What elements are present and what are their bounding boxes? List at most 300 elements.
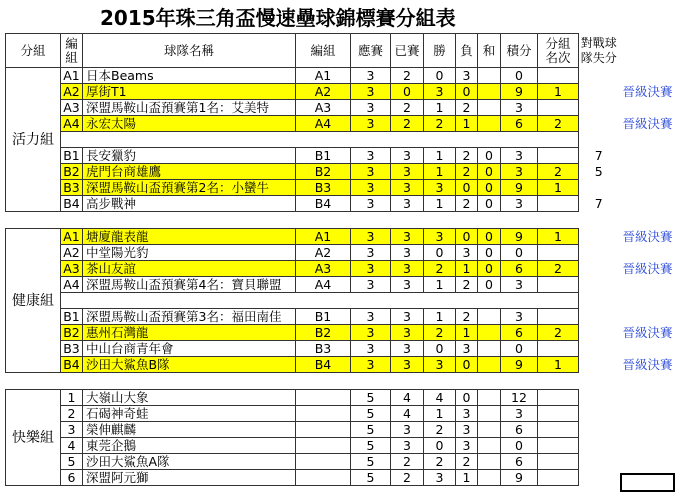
cell-played[interactable]: 4 bbox=[391, 406, 424, 422]
cell-scheduled[interactable]: 3 bbox=[351, 196, 391, 212]
cell-advance-status[interactable] bbox=[619, 132, 676, 148]
cell-runs-allowed[interactable] bbox=[579, 68, 619, 84]
cell-team-name[interactable]: 塘廈龍表龍 bbox=[83, 229, 296, 245]
cell-rank[interactable]: 1 bbox=[538, 84, 579, 100]
cell-drawn[interactable] bbox=[478, 438, 501, 454]
cell-team-name[interactable]: 厚街T1 bbox=[83, 84, 296, 100]
cell-drawn[interactable]: 0 bbox=[478, 261, 501, 277]
cell-rank[interactable] bbox=[538, 390, 579, 406]
cell-drawn[interactable] bbox=[478, 422, 501, 438]
cell-team-name[interactable]: 深盟馬鞍山盃預賽第2名：小蠻牛 bbox=[83, 180, 296, 196]
cell-team-name[interactable]: 深盟馬鞍山盃預賽第4名：寶貝聯盟 bbox=[83, 277, 296, 293]
header-won[interactable]: 勝 bbox=[424, 34, 456, 68]
cell-team-name[interactable]: 石碣神奇蛙 bbox=[83, 406, 296, 422]
cell-lost[interactable]: 3 bbox=[456, 68, 478, 84]
cell-played[interactable]: 3 bbox=[391, 309, 424, 325]
cell-code[interactable]: B2 bbox=[296, 325, 351, 341]
team-row bbox=[6, 245, 676, 261]
header-rank-line2: 名次 bbox=[545, 49, 571, 65]
cell-rank[interactable] bbox=[538, 309, 579, 325]
cell-played[interactable]: 3 bbox=[391, 325, 424, 341]
cell-code[interactable] bbox=[296, 470, 351, 486]
cell-won[interactable]: 0 bbox=[424, 341, 456, 357]
cell-code[interactable]: A3 bbox=[296, 261, 351, 277]
team-row bbox=[6, 406, 676, 422]
cell-played[interactable]: 3 bbox=[391, 245, 424, 261]
cell-lost[interactable]: 0 bbox=[456, 84, 478, 100]
cell-team-name[interactable]: 大嶺山大象 bbox=[83, 390, 296, 406]
cell-code[interactable]: B4 bbox=[296, 357, 351, 373]
cell-points[interactable]: 3 bbox=[501, 277, 538, 293]
cell-rank[interactable] bbox=[538, 341, 579, 357]
header-scheduled[interactable]: 應賽 bbox=[351, 34, 391, 68]
cell-advance-status[interactable]: 晉級決賽 bbox=[622, 324, 673, 340]
cell-advance-status[interactable] bbox=[619, 68, 676, 84]
cell-rank[interactable]: 2 bbox=[538, 164, 579, 180]
group-standings-table bbox=[5, 33, 676, 486]
cell-scheduled[interactable]: 5 bbox=[351, 470, 391, 486]
cell-points[interactable]: 0 bbox=[501, 341, 538, 357]
cell-code[interactable]: A2 bbox=[296, 84, 351, 100]
cell-played[interactable]: 3 bbox=[391, 438, 424, 454]
cell-team-name[interactable]: 深盟馬鞍山盃預賽第3名：福田南佳 bbox=[83, 309, 296, 325]
cell-won[interactable]: 2 bbox=[424, 116, 456, 132]
cell-slot[interactable]: 5 bbox=[61, 454, 83, 470]
cell-advance-status[interactable] bbox=[619, 180, 676, 196]
cell-runs-allowed[interactable]: 5 bbox=[594, 163, 603, 179]
cell-points[interactable]: 9 bbox=[501, 84, 538, 100]
cell-code[interactable]: B3 bbox=[296, 341, 351, 357]
cell-drawn[interactable] bbox=[478, 84, 501, 100]
cell-scheduled[interactable]: 3 bbox=[351, 277, 391, 293]
team-row bbox=[6, 84, 676, 100]
cell-rank[interactable] bbox=[538, 277, 579, 293]
cell-lost[interactable]: 2 bbox=[456, 148, 478, 164]
cell-played[interactable]: 2 bbox=[391, 100, 424, 116]
cell-rank[interactable]: 1 bbox=[538, 180, 579, 196]
cell-slot[interactable]: B4 bbox=[61, 196, 83, 212]
header-group[interactable]: 分組 bbox=[6, 34, 61, 68]
cell-slot[interactable]: A1 bbox=[61, 229, 83, 245]
cell-team-name[interactable]: 沙田大鯊魚A隊 bbox=[83, 454, 296, 470]
cell-runs-allowed[interactable]: 7 bbox=[594, 195, 603, 211]
cell-slot[interactable]: A4 bbox=[61, 116, 83, 132]
cell-rank[interactable]: 2 bbox=[538, 261, 579, 277]
cell-team-name[interactable]: 茶山友誼 bbox=[83, 261, 296, 277]
cell-rank[interactable]: 1 bbox=[538, 229, 579, 245]
cell-lost[interactable]: 3 bbox=[456, 406, 478, 422]
cell-code[interactable] bbox=[296, 438, 351, 454]
cell-code[interactable]: A1 bbox=[296, 68, 351, 84]
header-code[interactable]: 編組 bbox=[296, 34, 351, 68]
cell-played[interactable]: 3 bbox=[391, 164, 424, 180]
cell-runs-allowed[interactable] bbox=[579, 309, 619, 325]
cell-scheduled[interactable]: 5 bbox=[351, 438, 391, 454]
cell-points[interactable]: 6 bbox=[501, 116, 538, 132]
cell-team-name[interactable]: 中山台商青年會 bbox=[83, 341, 296, 357]
cell-runs-allowed[interactable] bbox=[579, 422, 619, 438]
cell-played[interactable]: 3 bbox=[391, 229, 424, 245]
cell-won[interactable]: 1 bbox=[424, 277, 456, 293]
cell-runs-allowed[interactable] bbox=[579, 406, 619, 422]
cell-points[interactable]: 0 bbox=[501, 68, 538, 84]
cell-played[interactable]: 2 bbox=[391, 68, 424, 84]
cell-drawn[interactable] bbox=[478, 454, 501, 470]
cell-slot[interactable]: A1 bbox=[61, 68, 83, 84]
cell-played[interactable]: 3 bbox=[391, 341, 424, 357]
cell-won[interactable]: 2 bbox=[424, 325, 456, 341]
team-row bbox=[6, 438, 676, 454]
cell-rank[interactable] bbox=[538, 196, 579, 212]
cell-played[interactable]: 3 bbox=[391, 196, 424, 212]
group-label[interactable]: 健康組 bbox=[6, 229, 61, 373]
cell-scheduled[interactable]: 3 bbox=[351, 245, 391, 261]
cell-scheduled[interactable]: 3 bbox=[351, 68, 391, 84]
cell-drawn[interactable] bbox=[478, 68, 501, 84]
spacer-cell bbox=[6, 212, 676, 229]
selected-cell-cursor[interactable] bbox=[620, 473, 675, 492]
cell-won[interactable]: 0 bbox=[424, 245, 456, 261]
header-points[interactable]: 積分 bbox=[501, 34, 538, 68]
cell-advance-status[interactable] bbox=[619, 438, 676, 454]
cell-drawn[interactable]: 0 bbox=[478, 164, 501, 180]
cell-team-name[interactable]: 中堂陽光豹 bbox=[83, 245, 296, 261]
cell-rank[interactable] bbox=[538, 422, 579, 438]
cell-advance-status[interactable] bbox=[619, 196, 676, 212]
cell-code[interactable]: B1 bbox=[296, 309, 351, 325]
cell-team-name[interactable]: 長安獵豹 bbox=[83, 148, 296, 164]
cell-drawn[interactable]: 0 bbox=[478, 277, 501, 293]
cell-drawn[interactable] bbox=[478, 406, 501, 422]
cell-slot[interactable]: B3 bbox=[61, 180, 83, 196]
cell-played[interactable]: 3 bbox=[391, 261, 424, 277]
cell-points[interactable]: 6 bbox=[501, 261, 538, 277]
cell-runs-allowed[interactable]: 7 bbox=[594, 147, 603, 163]
cell-advance-status[interactable] bbox=[619, 341, 676, 357]
cell-lost[interactable]: 3 bbox=[456, 438, 478, 454]
cell-advance-status[interactable] bbox=[619, 422, 676, 438]
cell-won[interactable]: 1 bbox=[424, 100, 456, 116]
cell-team-name[interactable]: 深盟馬鞍山盃預賽第1名：艾美特 bbox=[83, 100, 296, 116]
cell-lost[interactable]: 2 bbox=[456, 454, 478, 470]
cell-rank[interactable] bbox=[538, 470, 579, 486]
cell-won[interactable]: 3 bbox=[424, 470, 456, 486]
cell-team-name[interactable]: 虎門台商雄鷹 bbox=[83, 164, 296, 180]
cell-drawn[interactable]: 0 bbox=[478, 180, 501, 196]
cell-team-name[interactable]: 日本Beams bbox=[83, 68, 296, 84]
header-played[interactable]: 已賽 bbox=[391, 34, 424, 68]
cell-scheduled[interactable]: 3 bbox=[351, 164, 391, 180]
cell-scheduled[interactable]: 5 bbox=[351, 406, 391, 422]
cell-slot[interactable]: B3 bbox=[61, 341, 83, 357]
cell-advance-status[interactable] bbox=[619, 454, 676, 470]
cell-points[interactable]: 3 bbox=[501, 164, 538, 180]
cell-code[interactable]: A2 bbox=[296, 245, 351, 261]
cell-rank[interactable]: 1 bbox=[538, 357, 579, 373]
cell-slot[interactable]: 1 bbox=[61, 390, 83, 406]
cell-points[interactable]: 3 bbox=[501, 406, 538, 422]
cell-won[interactable]: 0 bbox=[424, 438, 456, 454]
cell-scheduled[interactable]: 3 bbox=[351, 148, 391, 164]
cell-won[interactable]: 1 bbox=[424, 309, 456, 325]
cell-runs-allowed[interactable] bbox=[579, 470, 619, 486]
cell-runs-allowed[interactable] bbox=[579, 261, 619, 277]
cell-lost[interactable]: 3 bbox=[456, 422, 478, 438]
cell-advance-status[interactable] bbox=[619, 164, 676, 180]
cell-drawn[interactable] bbox=[478, 390, 501, 406]
cell-rank[interactable]: 2 bbox=[538, 116, 579, 132]
cell-played[interactable]: 3 bbox=[391, 357, 424, 373]
cell-code[interactable]: A3 bbox=[296, 100, 351, 116]
cell-played[interactable]: 0 bbox=[391, 84, 424, 100]
cell-code[interactable] bbox=[296, 422, 351, 438]
cell-lost[interactable]: 0 bbox=[456, 390, 478, 406]
cell-slot[interactable]: 2 bbox=[61, 406, 83, 422]
cell-won[interactable]: 1 bbox=[424, 148, 456, 164]
cell-points[interactable]: 6 bbox=[501, 422, 538, 438]
cell-code[interactable]: B4 bbox=[296, 196, 351, 212]
cell-lost[interactable]: 0 bbox=[456, 357, 478, 373]
cell-runs-allowed[interactable] bbox=[579, 390, 619, 406]
cell-points[interactable]: 9 bbox=[501, 229, 538, 245]
cell-advance-status[interactable]: 晉級決賽 bbox=[622, 83, 673, 99]
cell-drawn[interactable]: 0 bbox=[478, 229, 501, 245]
cell-lost[interactable]: 0 bbox=[456, 229, 478, 245]
cell-code[interactable]: A4 bbox=[296, 277, 351, 293]
cell-team-name[interactable]: 深盟阿元獅 bbox=[83, 470, 296, 486]
cell-scheduled[interactable]: 3 bbox=[351, 309, 391, 325]
cell-slot[interactable]: B2 bbox=[61, 325, 83, 341]
cell-scheduled[interactable]: 3 bbox=[351, 180, 391, 196]
cell-runs-allowed[interactable] bbox=[579, 132, 619, 148]
cell-advance-status[interactable] bbox=[619, 293, 676, 309]
cell-points[interactable]: 6 bbox=[501, 325, 538, 341]
cell-runs-allowed[interactable] bbox=[579, 100, 619, 116]
team-row bbox=[6, 229, 676, 245]
cell-advance-status[interactable] bbox=[619, 148, 676, 164]
cell-won[interactable]: 3 bbox=[424, 229, 456, 245]
cell-slot[interactable]: A3 bbox=[61, 261, 83, 277]
cell-points[interactable]: 3 bbox=[501, 100, 538, 116]
cell-played[interactable]: 2 bbox=[391, 470, 424, 486]
cell-points[interactable]: 0 bbox=[501, 438, 538, 454]
cell-code[interactable]: B1 bbox=[296, 148, 351, 164]
cell-slot[interactable]: B2 bbox=[61, 164, 83, 180]
cell-drawn[interactable] bbox=[478, 357, 501, 373]
cell-scheduled[interactable]: 5 bbox=[351, 422, 391, 438]
team-row bbox=[6, 196, 676, 212]
cell-runs-allowed[interactable] bbox=[579, 438, 619, 454]
header-advance-status[interactable] bbox=[619, 34, 676, 68]
cell-won[interactable]: 2 bbox=[424, 261, 456, 277]
cell-lost[interactable]: 1 bbox=[456, 470, 478, 486]
cell-slot[interactable]: B4 bbox=[61, 357, 83, 373]
cell-scheduled[interactable]: 5 bbox=[351, 454, 391, 470]
cell-lost[interactable]: 1 bbox=[456, 261, 478, 277]
cell-lost[interactable]: 3 bbox=[456, 341, 478, 357]
cell-drawn[interactable] bbox=[478, 116, 501, 132]
cell-runs-allowed[interactable] bbox=[579, 277, 619, 293]
cell-lost[interactable]: 2 bbox=[456, 309, 478, 325]
cell-lost[interactable]: 2 bbox=[456, 277, 478, 293]
cell-rank[interactable] bbox=[538, 148, 579, 164]
header-drawn[interactable]: 和 bbox=[478, 34, 501, 68]
cell-scheduled[interactable]: 3 bbox=[351, 325, 391, 341]
cell-code[interactable] bbox=[296, 390, 351, 406]
cell-rank[interactable]: 2 bbox=[538, 325, 579, 341]
cell-advance-status[interactable]: 晉級決賽 bbox=[622, 260, 673, 276]
cell-advance-status[interactable] bbox=[619, 309, 676, 325]
cell-rank[interactable] bbox=[538, 245, 579, 261]
cell-team-name[interactable]: 東莞企鵝 bbox=[83, 438, 296, 454]
cell-runs-allowed[interactable] bbox=[579, 229, 619, 245]
cell-lost[interactable]: 2 bbox=[456, 100, 478, 116]
cell-advance-status[interactable] bbox=[619, 277, 676, 293]
cell-slot[interactable]: 3 bbox=[61, 422, 83, 438]
cell-runs-allowed[interactable] bbox=[579, 325, 619, 341]
group-separator-row bbox=[6, 293, 676, 309]
cell-won[interactable]: 3 bbox=[424, 84, 456, 100]
cell-points[interactable]: 0 bbox=[501, 245, 538, 261]
cell-rank[interactable] bbox=[538, 68, 579, 84]
cell-advance-status[interactable]: 晉級決賽 bbox=[622, 228, 673, 244]
cell-team-name[interactable]: 惠州石灣龍 bbox=[83, 325, 296, 341]
cell-rank[interactable] bbox=[538, 438, 579, 454]
cell-drawn[interactable]: 0 bbox=[478, 245, 501, 261]
cell-slot[interactable]: A4 bbox=[61, 277, 83, 293]
cell-won[interactable]: 1 bbox=[424, 406, 456, 422]
cell-team-name[interactable]: 榮伸麒麟 bbox=[83, 422, 296, 438]
cell-slot[interactable]: 6 bbox=[61, 470, 83, 486]
cell-played[interactable]: 3 bbox=[391, 277, 424, 293]
cell-points[interactable]: 12 bbox=[501, 390, 538, 406]
cell-lost[interactable]: 2 bbox=[456, 164, 478, 180]
cell-lost[interactable]: 1 bbox=[456, 116, 478, 132]
cell-advance-status[interactable] bbox=[619, 100, 676, 116]
spacer-cell bbox=[6, 373, 676, 390]
cell-scheduled[interactable]: 3 bbox=[351, 357, 391, 373]
header-runs-allowed[interactable] bbox=[579, 34, 619, 68]
group-spacer-row bbox=[6, 373, 676, 390]
cell-runs-allowed[interactable] bbox=[579, 341, 619, 357]
header-rank-line1: 分組 bbox=[545, 35, 571, 51]
cell-scheduled[interactable]: 3 bbox=[351, 341, 391, 357]
cell-played[interactable]: 3 bbox=[391, 148, 424, 164]
cell-team-name[interactable]: 永宏太陽 bbox=[83, 116, 296, 132]
cell-drawn[interactable] bbox=[478, 470, 501, 486]
cell-played[interactable]: 2 bbox=[391, 454, 424, 470]
team-row bbox=[6, 454, 676, 470]
cell-slot[interactable]: B1 bbox=[61, 148, 83, 164]
separator-cell[interactable] bbox=[61, 293, 579, 309]
cell-lost[interactable]: 1 bbox=[456, 325, 478, 341]
cell-runs-allowed[interactable] bbox=[579, 116, 619, 132]
separator-cell[interactable] bbox=[61, 132, 579, 148]
cell-team-name[interactable]: 高步戰神 bbox=[83, 196, 296, 212]
cell-code[interactable] bbox=[296, 406, 351, 422]
cell-scheduled[interactable]: 3 bbox=[351, 261, 391, 277]
cell-won[interactable]: 0 bbox=[424, 68, 456, 84]
cell-won[interactable]: 3 bbox=[424, 357, 456, 373]
cell-points[interactable]: 9 bbox=[501, 357, 538, 373]
cell-advance-status[interactable] bbox=[619, 245, 676, 261]
cell-points[interactable]: 3 bbox=[501, 196, 538, 212]
cell-drawn[interactable] bbox=[478, 325, 501, 341]
cell-advance-status[interactable] bbox=[619, 390, 676, 406]
cell-points[interactable]: 6 bbox=[501, 454, 538, 470]
cell-drawn[interactable] bbox=[478, 309, 501, 325]
cell-runs-allowed[interactable] bbox=[579, 84, 619, 100]
cell-code[interactable]: B2 bbox=[296, 164, 351, 180]
cell-scheduled[interactable]: 5 bbox=[351, 390, 391, 406]
cell-code[interactable]: A1 bbox=[296, 229, 351, 245]
cell-scheduled[interactable]: 3 bbox=[351, 100, 391, 116]
cell-scheduled[interactable]: 3 bbox=[351, 84, 391, 100]
cell-drawn[interactable]: 0 bbox=[478, 196, 501, 212]
header-rank[interactable] bbox=[538, 34, 579, 68]
cell-slot[interactable]: B1 bbox=[61, 309, 83, 325]
cell-played[interactable]: 3 bbox=[391, 422, 424, 438]
cell-advance-status[interactable] bbox=[619, 406, 676, 422]
cell-drawn[interactable]: 0 bbox=[478, 148, 501, 164]
cell-runs-allowed[interactable] bbox=[579, 180, 619, 196]
cell-lost[interactable]: 0 bbox=[456, 180, 478, 196]
cell-slot[interactable]: A2 bbox=[61, 245, 83, 261]
group-label[interactable]: 快樂組 bbox=[6, 390, 61, 486]
cell-won[interactable]: 3 bbox=[424, 180, 456, 196]
header-slot[interactable] bbox=[61, 34, 83, 68]
cell-won[interactable]: 2 bbox=[424, 422, 456, 438]
cell-code[interactable]: B3 bbox=[296, 180, 351, 196]
cell-drawn[interactable] bbox=[478, 341, 501, 357]
cell-slot[interactable]: 4 bbox=[61, 438, 83, 454]
cell-points[interactable]: 9 bbox=[501, 470, 538, 486]
cell-runs-allowed[interactable] bbox=[579, 454, 619, 470]
cell-code[interactable]: A4 bbox=[296, 116, 351, 132]
cell-runs-allowed[interactable] bbox=[579, 245, 619, 261]
cell-points[interactable]: 3 bbox=[501, 309, 538, 325]
cell-team-name[interactable]: 沙田大鯊魚B隊 bbox=[83, 357, 296, 373]
cell-scheduled[interactable]: 3 bbox=[351, 229, 391, 245]
cell-won[interactable]: 1 bbox=[424, 164, 456, 180]
cell-runs-allowed[interactable] bbox=[579, 293, 619, 309]
cell-played[interactable]: 4 bbox=[391, 390, 424, 406]
cell-advance-status[interactable]: 晉級決賽 bbox=[622, 356, 673, 372]
cell-rank[interactable] bbox=[538, 454, 579, 470]
cell-won[interactable]: 4 bbox=[424, 390, 456, 406]
cell-played[interactable]: 2 bbox=[391, 116, 424, 132]
cell-won[interactable]: 1 bbox=[424, 196, 456, 212]
cell-points[interactable]: 9 bbox=[501, 180, 538, 196]
cell-scheduled[interactable]: 3 bbox=[351, 116, 391, 132]
cell-rank[interactable] bbox=[538, 100, 579, 116]
cell-runs-allowed[interactable] bbox=[579, 357, 619, 373]
cell-played[interactable]: 3 bbox=[391, 180, 424, 196]
group-label[interactable]: 活力組 bbox=[6, 68, 61, 212]
cell-drawn[interactable] bbox=[478, 100, 501, 116]
header-team-name[interactable]: 球隊名稱 bbox=[83, 34, 296, 68]
header-lost[interactable]: 負 bbox=[456, 34, 478, 68]
cell-rank[interactable] bbox=[538, 406, 579, 422]
cell-won[interactable]: 2 bbox=[424, 454, 456, 470]
cell-advance-status[interactable]: 晉級決賽 bbox=[622, 115, 673, 131]
cell-slot[interactable]: A2 bbox=[61, 84, 83, 100]
cell-slot[interactable]: A3 bbox=[61, 100, 83, 116]
cell-code[interactable] bbox=[296, 454, 351, 470]
cell-lost[interactable]: 3 bbox=[456, 245, 478, 261]
cell-lost[interactable]: 2 bbox=[456, 196, 478, 212]
cell-points[interactable]: 3 bbox=[501, 148, 538, 164]
